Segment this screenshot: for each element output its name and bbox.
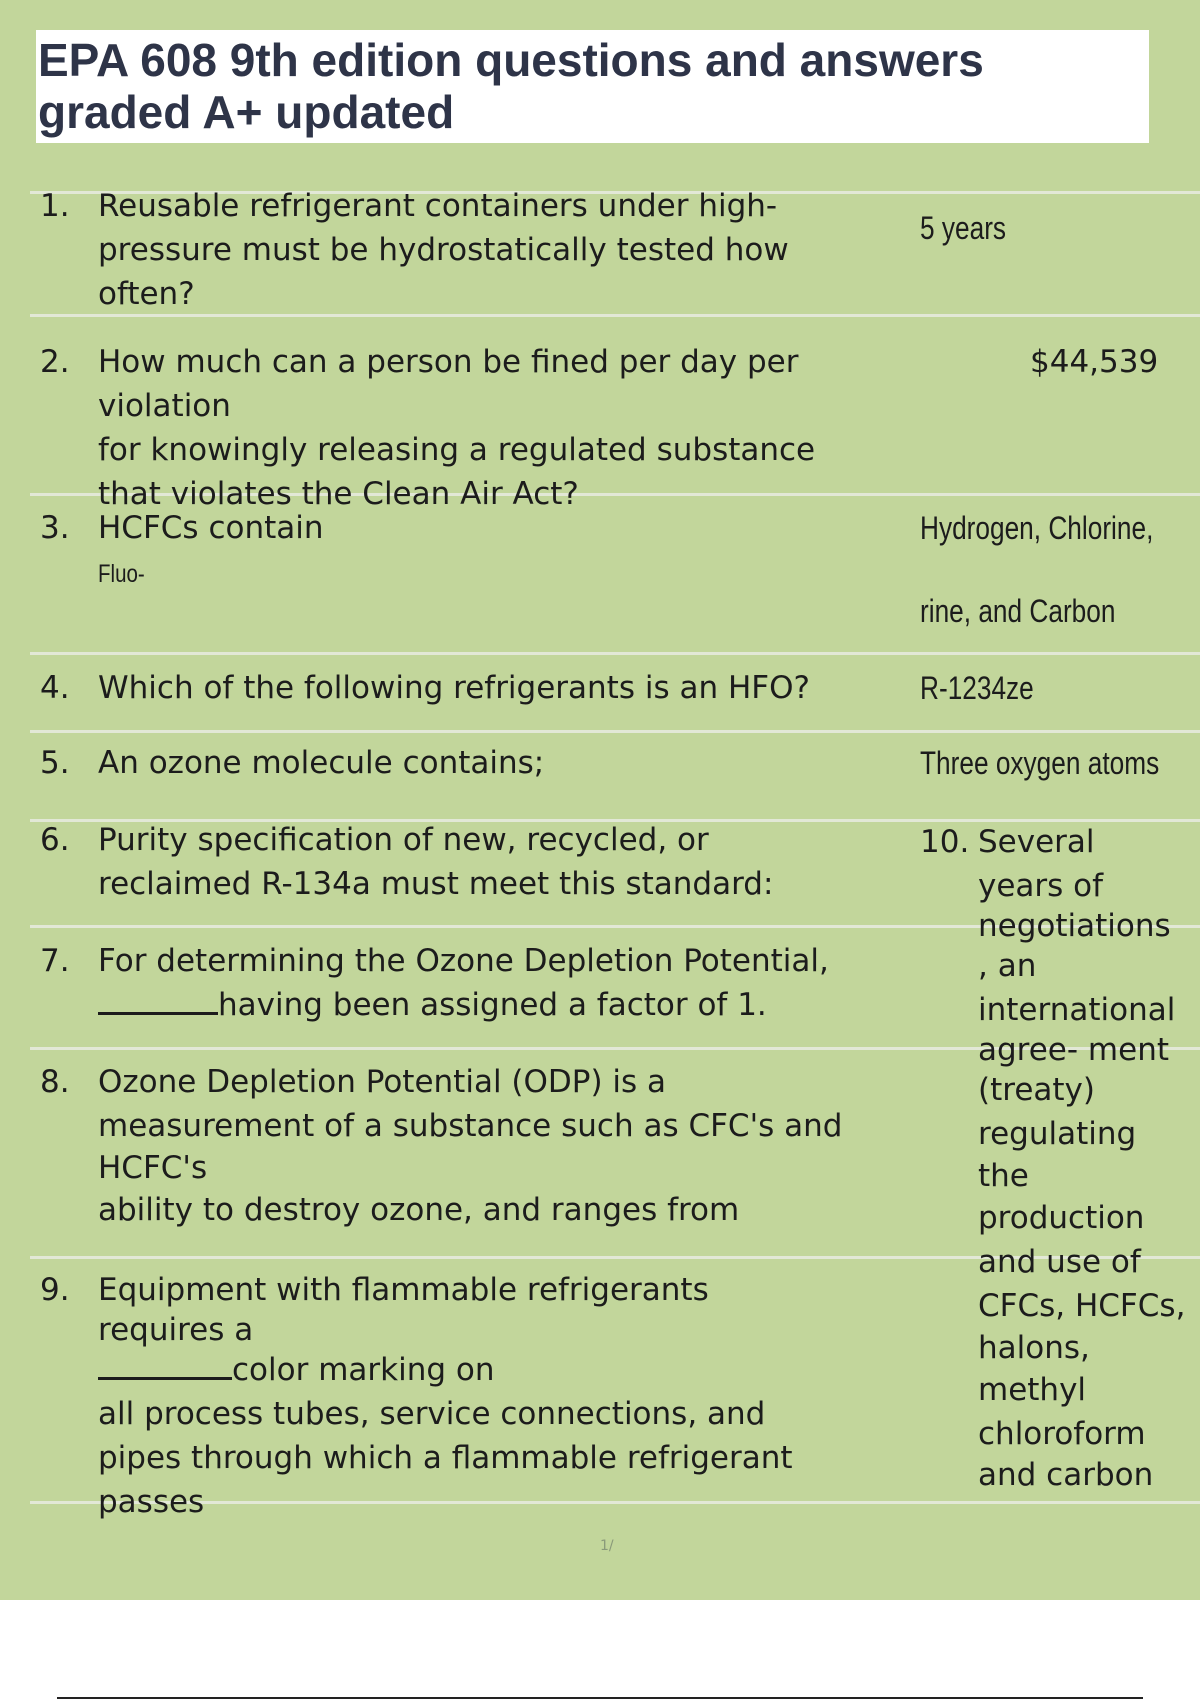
question-6 <box>40 818 900 906</box>
answer-4: R-1234ze <box>920 670 1034 706</box>
question-text-line: An ozone molecule contains; <box>98 745 545 781</box>
question-number: 6. <box>40 822 70 858</box>
question-3 <box>40 506 900 596</box>
question-text-line: Which of the following refrigerants is an HFO? <box>98 670 810 706</box>
question-9 <box>40 1268 900 1524</box>
question-text-line: For determining the Ozone Depletion Potential, <box>98 943 829 979</box>
question-text-line: pressure must be hydrostatically tested how <box>98 232 789 268</box>
question-text-line: color marking on <box>232 1352 495 1388</box>
question-text-continuation: Fluo- <box>98 560 145 588</box>
question-1 <box>40 184 900 316</box>
question-text-line: requires a <box>98 1312 254 1348</box>
answer-text-line: regulating <box>978 1116 1137 1152</box>
answer-5: Three oxygen atoms <box>920 745 1160 781</box>
question-text-line: reclaimed R-134a must meet this standard: <box>98 866 774 902</box>
row-divider <box>30 652 1200 655</box>
question-number: 10. <box>920 824 970 860</box>
answer-text-line: production <box>978 1200 1145 1236</box>
answer-text-line: international <box>978 992 1176 1028</box>
answer-2: $44,539 <box>1030 344 1159 380</box>
question-number: 2. <box>40 344 70 380</box>
question-text-line: Ozone Depletion Potential (ODP) is a <box>98 1064 667 1100</box>
question-text-line: How much can a person be fined per day per violation <box>98 344 799 424</box>
answer-1: 5 years <box>920 210 1007 246</box>
question-text-line: ability to destroy ozone, and ranges from <box>98 1192 740 1228</box>
question-4 <box>40 666 900 710</box>
question-5 <box>40 741 900 785</box>
question-text-line: HCFC's <box>98 1150 208 1186</box>
title-box <box>36 30 1149 143</box>
question-text-line: measurement of a substance such as CFC's and <box>98 1108 843 1144</box>
answer-3-line-1: Hydrogen, Chlorine, <box>920 510 1154 546</box>
question-text-line: having been assigned a factor of 1. <box>218 987 767 1023</box>
question-text-line: Equipment with flammable refrigerants <box>98 1272 709 1308</box>
answer-text-line: and use of <box>978 1244 1141 1280</box>
answer-text-line: CFCs, HCFCs, <box>978 1288 1186 1324</box>
footer-divider <box>57 1697 1143 1699</box>
question-number: 7. <box>40 943 70 979</box>
answer-text-line: agree- ment <box>978 1032 1169 1068</box>
question-number: 8. <box>40 1064 70 1100</box>
answer-text-line: halons, <box>978 1330 1090 1366</box>
question-text-line: for knowingly releasing a regulated substance <box>98 432 816 468</box>
question-number: 5. <box>40 745 70 781</box>
question-number: 9. <box>40 1272 70 1308</box>
answer-text-line: (treaty) <box>978 1072 1095 1108</box>
question-text-line: HCFCs contain <box>98 510 324 546</box>
answer-text-line: the <box>978 1158 1029 1194</box>
question-number: 4. <box>40 670 70 706</box>
question-number: 1. <box>40 188 70 224</box>
question-text-line: Purity specification of new, recycled, or <box>98 822 709 858</box>
answer-text-line: negotiations <box>978 908 1171 944</box>
answer-text-line: , an <box>978 948 1037 984</box>
answer-text-line: methyl <box>978 1372 1087 1408</box>
answer-text-line: and carbon <box>978 1457 1154 1493</box>
answer-text-line: chloroform <box>978 1416 1146 1452</box>
fill-in-blank <box>98 984 218 1015</box>
page-number: 1/ <box>600 1538 614 1554</box>
question-number: 3. <box>40 510 70 546</box>
question-text-line: that violates the Clean Air Act? <box>98 476 579 512</box>
answer-3-line-2: rine, and Carbon <box>920 593 1116 629</box>
question-text-line: pipes through which a flammable refrigerant <box>98 1440 793 1476</box>
question-text-line: all process tubes, service connections, and <box>98 1396 766 1432</box>
answer-text-line: Several <box>978 824 1095 860</box>
question-7 <box>40 939 900 1027</box>
question-text-line: Reusable refrigerant containers under high- <box>98 188 778 224</box>
question-2 <box>40 340 940 516</box>
question-text-line: often? <box>98 276 195 312</box>
page-title: EPA 608 9th edition questions and answers graded A+ updated <box>38 34 984 138</box>
question-text-line: passes <box>98 1484 205 1520</box>
question-8 <box>40 1060 900 1232</box>
answer-text-line: years of <box>978 868 1104 904</box>
row-divider <box>30 730 1200 733</box>
fill-in-blank <box>98 1349 232 1380</box>
